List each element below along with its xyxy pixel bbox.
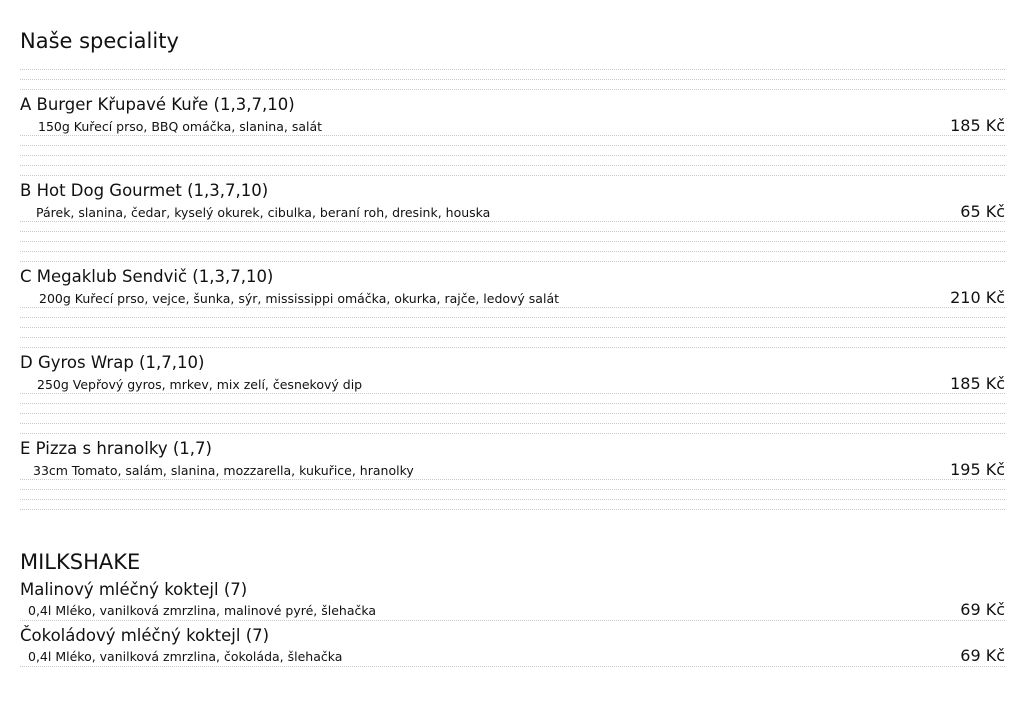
item-description: 33cm Tomato, salám, slanina, mozzarella, kukuřice, hranolky [33,463,414,478]
item-description: Párek, slanina, čedar, kyselý okurek, cibulka, beraní roh, dresink, houska [36,205,491,220]
divider [20,479,1005,480]
divider [20,423,1005,424]
divider [20,241,1005,242]
divider [20,221,1005,222]
item-price: 69 Kč [960,646,1005,665]
item-name: C Megaklub Sendvič (1,3,7,10) [20,267,274,286]
divider [20,403,1005,404]
divider [20,145,1005,146]
section-title-milkshake: MILKSHAKE [20,550,141,574]
divider [20,307,1005,308]
item-description: 150g Kuřecí prso, BBQ omáčka, slanina, salát [38,119,323,134]
item-name: Čokoládový mléčný koktejl (7) [20,626,270,645]
divider [20,337,1005,338]
item-price: 195 Kč [950,460,1005,479]
item-description: 0,4l Mléko, vanilková zmrzlina, malinové pyré, šlehačka [28,603,377,618]
divider [20,393,1005,394]
item-name: A Burger Křupavé Kuře (1,3,7,10) [20,95,295,114]
divider [20,413,1005,414]
divider [20,666,1005,667]
item-price: 210 Kč [950,288,1005,307]
divider [20,347,1005,348]
section-title-specials: Naše speciality [20,29,179,53]
divider [20,499,1005,500]
divider [20,175,1005,176]
divider [20,620,1005,621]
item-name: D Gyros Wrap (1,7,10) [20,353,205,372]
item-price: 185 Kč [950,116,1005,135]
divider [20,135,1005,136]
divider [20,155,1005,156]
divider [20,509,1005,510]
divider [20,317,1005,318]
divider [20,231,1005,232]
divider [20,489,1005,490]
item-description: 0,4l Mléko, vanilková zmrzlina, čokoláda, šlehačka [28,649,343,664]
divider [20,69,1005,70]
divider [20,165,1005,166]
item-price: 185 Kč [950,374,1005,393]
divider [20,79,1005,80]
item-name: B Hot Dog Gourmet (1,3,7,10) [20,181,269,200]
divider [20,251,1005,252]
item-price: 65 Kč [960,202,1005,221]
item-price: 69 Kč [960,600,1005,619]
divider [20,89,1005,90]
item-name: E Pizza s hranolky (1,7) [20,439,212,458]
item-name: Malinový mléčný koktejl (7) [20,580,248,599]
item-description: 200g Kuřecí prso, vejce, šunka, sýr, mississippi omáčka, okurka, rajče, ledový salát [39,291,560,306]
divider [20,327,1005,328]
divider [20,261,1005,262]
divider [20,433,1005,434]
item-description: 250g Vepřový gyros, mrkev, mix zelí, česnekový dip [37,377,363,392]
